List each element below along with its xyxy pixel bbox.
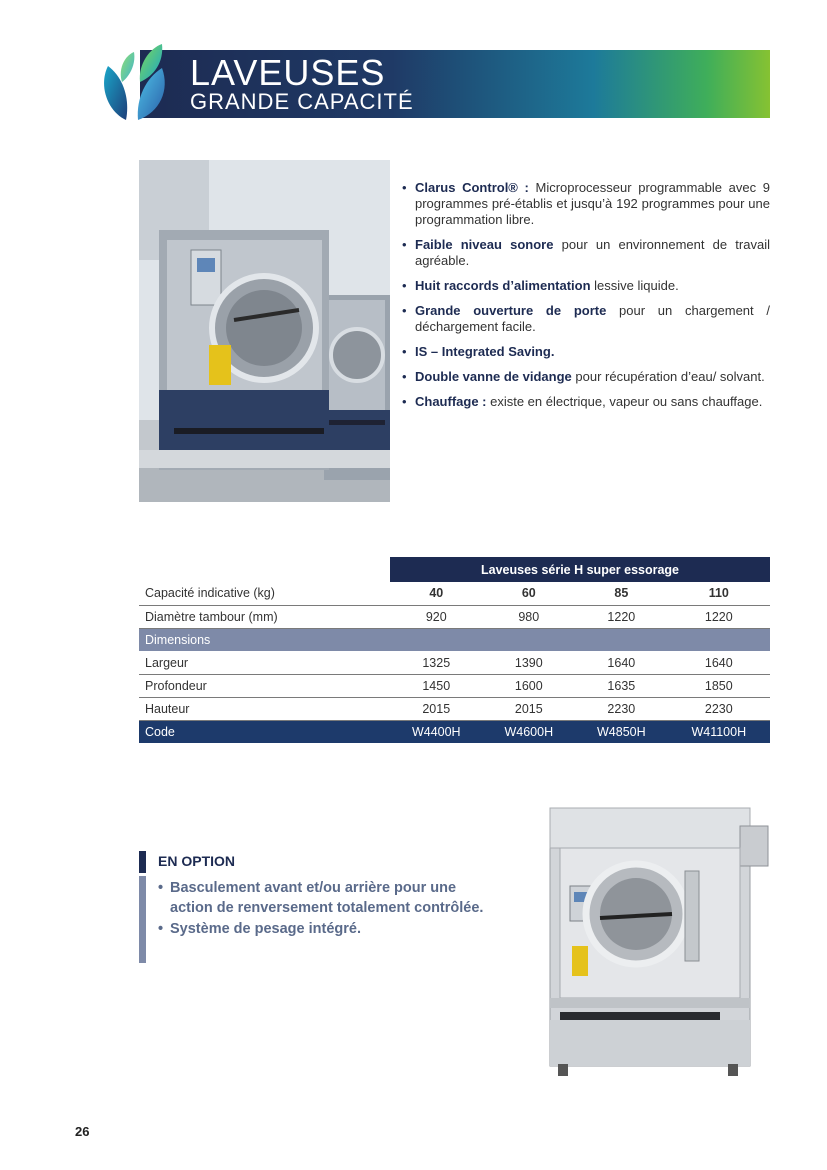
feature-item	[402, 278, 770, 294]
table-cell: 60	[483, 582, 576, 605]
feature-title: Chauffage :	[415, 394, 487, 409]
table-cell: 1635	[575, 674, 668, 697]
feature-text: Microprocesseur programmable avec 9 programmes pré-établis et jusqu’à 192 programmes pour une programmation libre.	[415, 180, 770, 227]
table-cell: 1325	[390, 651, 483, 674]
feature-item	[402, 237, 770, 269]
table-cell: 2015	[483, 697, 576, 720]
feature-text: pour un chargement / déchargement facile.	[415, 303, 770, 334]
feature-item	[402, 303, 770, 335]
feature-text: lessive liquide.	[590, 278, 679, 293]
table-cell: 1850	[668, 674, 770, 697]
table-cell: W4400H	[390, 720, 483, 743]
table-row	[139, 605, 770, 628]
laundry-room-photo	[139, 160, 390, 502]
feature-text: pour récupération d’eau/ solvant.	[571, 369, 765, 384]
row-label: Hauteur	[139, 697, 390, 720]
row-label: Code	[139, 720, 390, 743]
table-cell: 1390	[483, 651, 576, 674]
table-row	[139, 582, 770, 605]
table-cell: 1640	[668, 651, 770, 674]
series-header: Laveuses série H super essorage	[390, 557, 770, 582]
table-cell: 920	[390, 605, 483, 628]
option-list	[158, 879, 498, 942]
feature-item	[402, 369, 770, 385]
table-row	[139, 651, 770, 674]
table-cell: 1450	[390, 674, 483, 697]
table-cell: 40	[390, 582, 483, 605]
section-label: Dimensions	[139, 628, 390, 651]
table-code-row	[139, 720, 770, 743]
table-cell: 1640	[575, 651, 668, 674]
feature-title: Double vanne de vidange	[415, 369, 572, 384]
table-row	[139, 674, 770, 697]
table-cell: W4850H	[575, 720, 668, 743]
feature-text: existe en électrique, vapeur ou sans chauffage.	[486, 394, 763, 409]
table-cell: 110	[668, 582, 770, 605]
feature-item	[402, 180, 770, 228]
table-cell: 1600	[483, 674, 576, 697]
table-row	[139, 697, 770, 720]
option-title: EN OPTION	[158, 853, 236, 869]
page-title: LAVEUSES	[190, 52, 386, 93]
feature-item	[402, 394, 770, 410]
option-accent-bar	[139, 876, 146, 963]
option-accent-bar	[139, 851, 146, 873]
feature-list	[402, 180, 770, 419]
feature-title: IS – Integrated Saving.	[415, 344, 555, 359]
feature-title: Faible niveau sonore	[415, 237, 554, 252]
page-subtitle: GRANDE CAPACITÉ	[190, 89, 414, 114]
table-cell: 2015	[390, 697, 483, 720]
row-label: Largeur	[139, 651, 390, 674]
table-cell: W41100H	[668, 720, 770, 743]
feature-title: Clarus Control® :	[415, 180, 529, 195]
table-cell: W4600H	[483, 720, 576, 743]
row-label: Profondeur	[139, 674, 390, 697]
table-cell: 85	[575, 582, 668, 605]
washer-machine-photo	[540, 806, 772, 1080]
table-cell: 1220	[575, 605, 668, 628]
option-item: • Système de pesage intégré.	[158, 920, 498, 940]
table-section-row	[139, 628, 770, 651]
table-cell: 2230	[668, 697, 770, 720]
feature-item	[402, 344, 770, 360]
table-header-row	[139, 557, 770, 582]
spec-table	[139, 557, 770, 743]
table-cell: 1220	[668, 605, 770, 628]
page-number: 26	[75, 1124, 90, 1139]
feature-text: pour un environnement de travail agréable.	[415, 237, 770, 268]
table-cell: 980	[483, 605, 576, 628]
feature-title: Grande ouverture de porte	[415, 303, 607, 318]
table-cell: 2230	[575, 697, 668, 720]
row-label: Capacité indicative (kg)	[139, 582, 390, 605]
row-label: Diamètre tambour (mm)	[139, 605, 390, 628]
feature-title: Huit raccords d’alimentation	[415, 278, 591, 293]
leaf-logo-icon	[100, 42, 172, 122]
option-item: • Basculement avant et/ou arrière pour une action de renversement totalement contrôlée.	[158, 879, 498, 918]
